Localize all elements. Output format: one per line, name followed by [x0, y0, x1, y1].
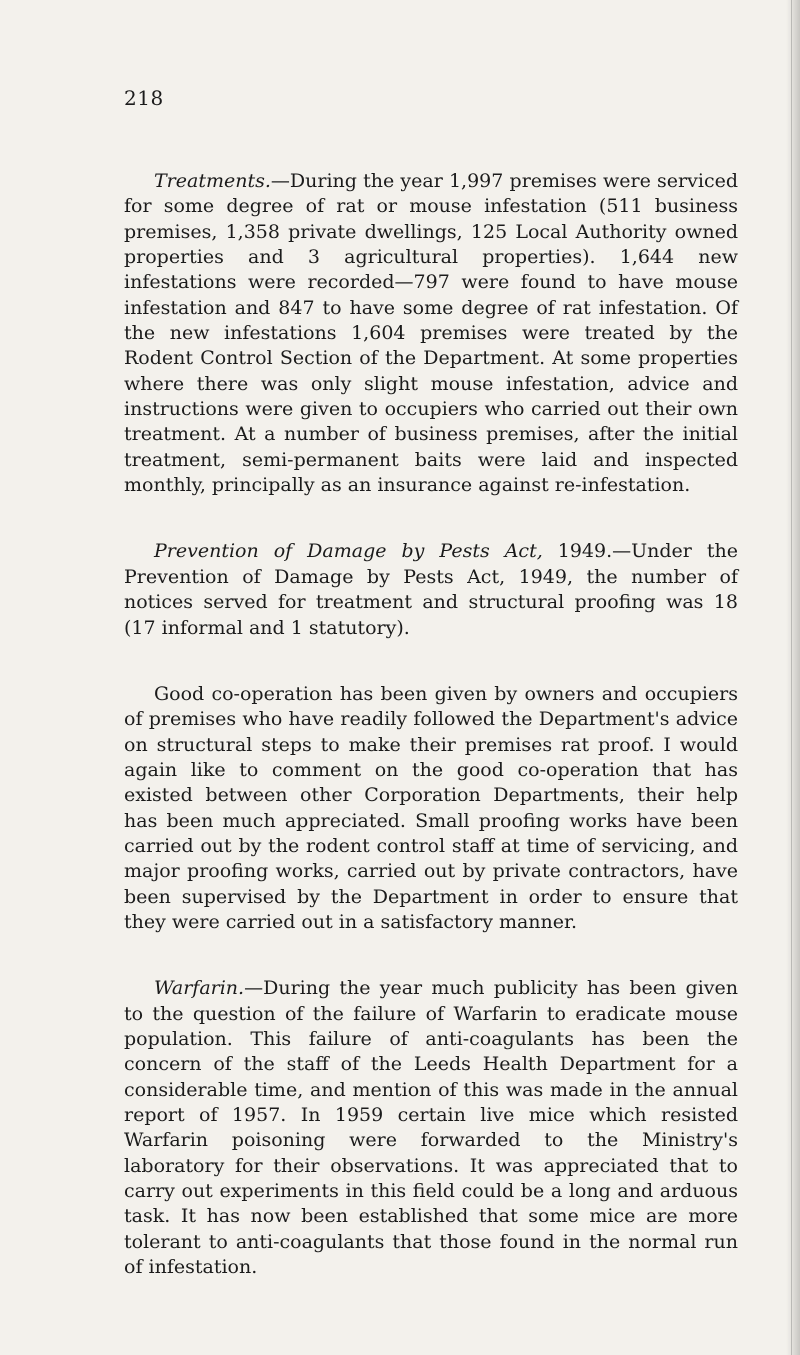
- paragraph-treatments: [124, 169, 738, 498]
- page-number: 218: [124, 86, 164, 110]
- page-edge-shadow: [786, 0, 800, 1355]
- page-edge-line: [791, 0, 792, 1355]
- paragraph-heading: Warfarin.: [154, 977, 245, 1000]
- paragraph-text: 1949.—Under the Prevention of Damage by Pests Act, 1949, the number of notices served for treatment and structural proofing was 18 (17 informal and 1 statutory).: [124, 540, 738, 639]
- body-text: [124, 169, 738, 1280]
- paragraph-text: —During the year much publicity has been given to the question of the failure of Warfarin to eradicate mouse population. This failure of anti-coagulants has been the concern of the staff of the Leeds Health Department for a considerable time, and mention of this was made in the annual report of 1957. In 1959 certain live mice which resisted Warfarin poisoning were forwarded to the Ministry's laboratory for their observations. It was appreciated that to carry out experiments in this field could be a long and arduous task. It has now been established that some mice are more tolerant to anti-coagulants that those found in the normal run of infestation.: [124, 977, 738, 1279]
- paragraph-text: —During the year 1,997 premises were serviced for some degree of rat or mouse infestation (511 business premises, 1,358 private dwellings, 125 Local Authority owned properties and 3 agricultural properties). 1,644 new infestations were recorded—797 were found to have mouse infestation and 847 to have some degree of rat infestation. Of the new infestations 1,604 premises were treated by the Rodent Control Section of the Department. At some properties where there was only slight mouse infestation, advice and instructions were given to occupiers who carried out their own treatment. At a number of business premises, after the initial treatment, semi-permanent baits were laid and inspected monthly, principally as an insurance against re-infestation.: [124, 170, 738, 497]
- paragraph-heading: Prevention of Damage by Pests Act,: [154, 540, 543, 563]
- paragraph-heading: Treatments.: [154, 170, 271, 192]
- paragraph-prevention-of-damage: [124, 539, 738, 640]
- paragraph-text: Good co-operation has been given by owners and occupiers of premises who have readily followed the Department's advice on structural steps to make their premises rat proof. I would again like to comment on the good co-operation that has existed between other Corporation Departments, their help has been much appreciated. Small proofing works have been carried out by the rodent control staff at time of servicing, and major proofing works, carried out by private contractors, have been supervised by the Department in order to ensure that they were carried out in a satisfactory manner.: [124, 682, 738, 933]
- paragraph-co-operation: [124, 682, 738, 935]
- paragraph-warfarin: [124, 976, 738, 1280]
